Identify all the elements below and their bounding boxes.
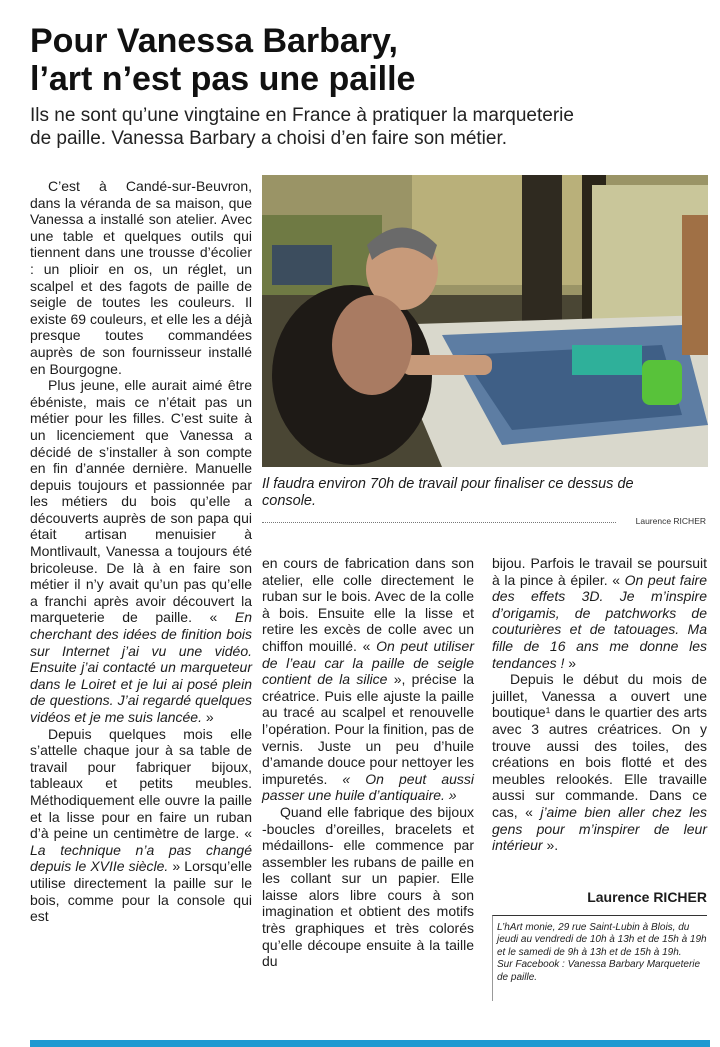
caption-line-1: Il faudra environ 70h de travail pour finaliser ce dessus de	[262, 476, 634, 492]
article-column-3	[492, 555, 707, 854]
photo-caption	[262, 476, 708, 510]
shop-facebook: Sur Facebook : Vanessa Barbary Marqueterie de paille.	[497, 959, 701, 983]
shop-info-box	[492, 915, 707, 1001]
column-3-quote-2-end: ».	[542, 837, 559, 854]
caption-line-2: console.	[262, 493, 317, 509]
dotted-divider	[262, 522, 616, 523]
author-signature: Laurence RICHER	[587, 889, 707, 905]
column-1-paragraph-3	[30, 726, 252, 925]
bottom-accent-rule	[30, 1040, 710, 1047]
column-1-quote-1: En cherchant des idées de finition bois sur Internet j’ai vu une vidéo. Ensuite j’ai contacté un marqueteur dans le Loiret et je lui ai posé plein de questions. J’ai regardé quelques vidéos et je me suis lancée.	[30, 609, 252, 725]
standfirst-line-2: de paille. Vanessa Barbary a choisi d’en faire son métier.	[30, 128, 508, 149]
column-2-paragraph-1-mid: », précise la créatrice. Puis elle ajuste la paille au tracé au scalpel et renouvelle l’opération. Pour la finition, pas de vernis. Juste un peu d’huile d’amande douce pour nettoyer les impuretés.	[262, 671, 474, 787]
column-1-paragraph-2	[30, 377, 252, 725]
column-1-paragraph-1: C’est à Candé-sur-Beuvron, dans la véranda de sa maison, que Vanessa a installé son atelier. Avec une table et quelques outils qui tiennent dans une trousse d’écolier : un plioir en os, un réglet, un scalpel et des fagots de paille de seigle de toutes les couleurs. Il existe 69 couleurs, et elle les a déjà presque toutes commandées auprès de son fournisseur installé en Bourgogne.	[30, 178, 252, 377]
headline-line-2: l’art n’est pas une paille	[30, 60, 416, 98]
shop-address: L’hArt monie, 29 rue Saint-Lubin à Blois, du jeudi au vendredi de 10h à 13h et de 15h à 19h et le samedi de 9h à 13h et de 15h à 19h.	[497, 922, 707, 958]
photo-credit: Laurence RICHER	[635, 516, 706, 526]
photo-credit-line	[262, 516, 708, 528]
standfirst	[30, 104, 710, 150]
column-1-quote-1-end: »	[201, 709, 214, 725]
article-photo	[262, 175, 708, 467]
column-2-paragraph-2: Quand elle fabrique des bijoux -boucles d’oreilles, bracelets et médaillons- elle commence par assembler les rubans de paille en les collant sur un papier. Elle laisse alors libre cours à son imagination et obtient des motifs très graphiques et très colorés qu’elle découpe ensuite à la taille du	[262, 803, 474, 970]
article-column-1	[30, 178, 252, 925]
column-2-paragraph-1-text: en cours de fabrication dans son atelier, elle colle directement le ruban sur le bois. Avec de la colle à bois. Ensuite elle la lisse et retire les excès de colle avec un chiffon mouillé. «	[262, 555, 474, 654]
column-3-paragraph-2-text: Depuis le début du mois de juillet, Vanessa a ouvert une boutique¹ dans le quartier des arts avec 3 autres créatrices. On y trouve aussi des toiles, des créations en bois flotté et des meubles relookés. Elle travaille aussi sur commande. Dans ce cas, «	[492, 671, 707, 820]
column-3-paragraph-1-text: bijou. Parfois le travail se poursuit à la pince à épiler. «	[492, 555, 707, 588]
standfirst-line-1: Ils ne sont qu’une vingtaine en France à pratiquer la marqueterie	[30, 105, 574, 126]
column-1-paragraph-3-end: » Lorsqu’elle utilise directement la paille sur le bois, comme pour la console qui est	[30, 858, 252, 925]
column-3-quote-1: On peut faire des effets 3D. Je m’inspire d’origamis, de patchworks de couturières et de tatouages. Ma fille de 16 ans me donne les tendances !	[492, 571, 708, 671]
column-1-quote-2: La technique n’a pas changé depuis le XVIIe siècle.	[30, 841, 252, 875]
column-2-quote-1: On peut utiliser de l’eau car la paille de seigle contient de la silice	[262, 637, 474, 688]
column-1-paragraph-2-text: Plus jeune, elle aurait aimé être ébéniste, mais ce n’était pas un métier pour les filles. C’est suite à un licenciement que Vanessa a décidé de s’installer à son compte en fin d’année dernière. Manuelle depuis toujours et passionnée par les métiers du bois qu’elle a découverts auprès de son papa qui était artisan menuisier à Montlivault, Vanessa a toujours été bricoleuse. De là à en faire son métier il n’y avait qu’un pas qu’elle a franchi après avoir découvert la marqueterie de paille. «	[30, 377, 252, 626]
headline	[30, 22, 700, 98]
column-2-quote-2: « On peut aussi passer une huile d’antiquaire. »	[262, 770, 474, 804]
article-column-2	[262, 555, 474, 970]
headline-line-1: Pour Vanessa Barbary,	[30, 22, 398, 60]
column-3-quote-2: j’aime bien aller chez les gens pour m’inspirer de leur intérieur	[492, 803, 707, 854]
column-3-paragraph-2	[492, 671, 707, 854]
photo-illustration	[262, 175, 708, 467]
column-3-quote-1-end: »	[564, 654, 577, 671]
column-3-paragraph-1	[492, 555, 707, 671]
column-2-paragraph-1	[262, 555, 474, 804]
column-1-paragraph-3-text: Depuis quelques mois elle s’attelle chaque jour à sa table de travail pour fabriquer bijoux, tableaux et petits meubles. Méthodiquement elle ouvre la paille et la lisse pour en faire un ruban d’à peine un centimètre de large. «	[30, 725, 252, 842]
